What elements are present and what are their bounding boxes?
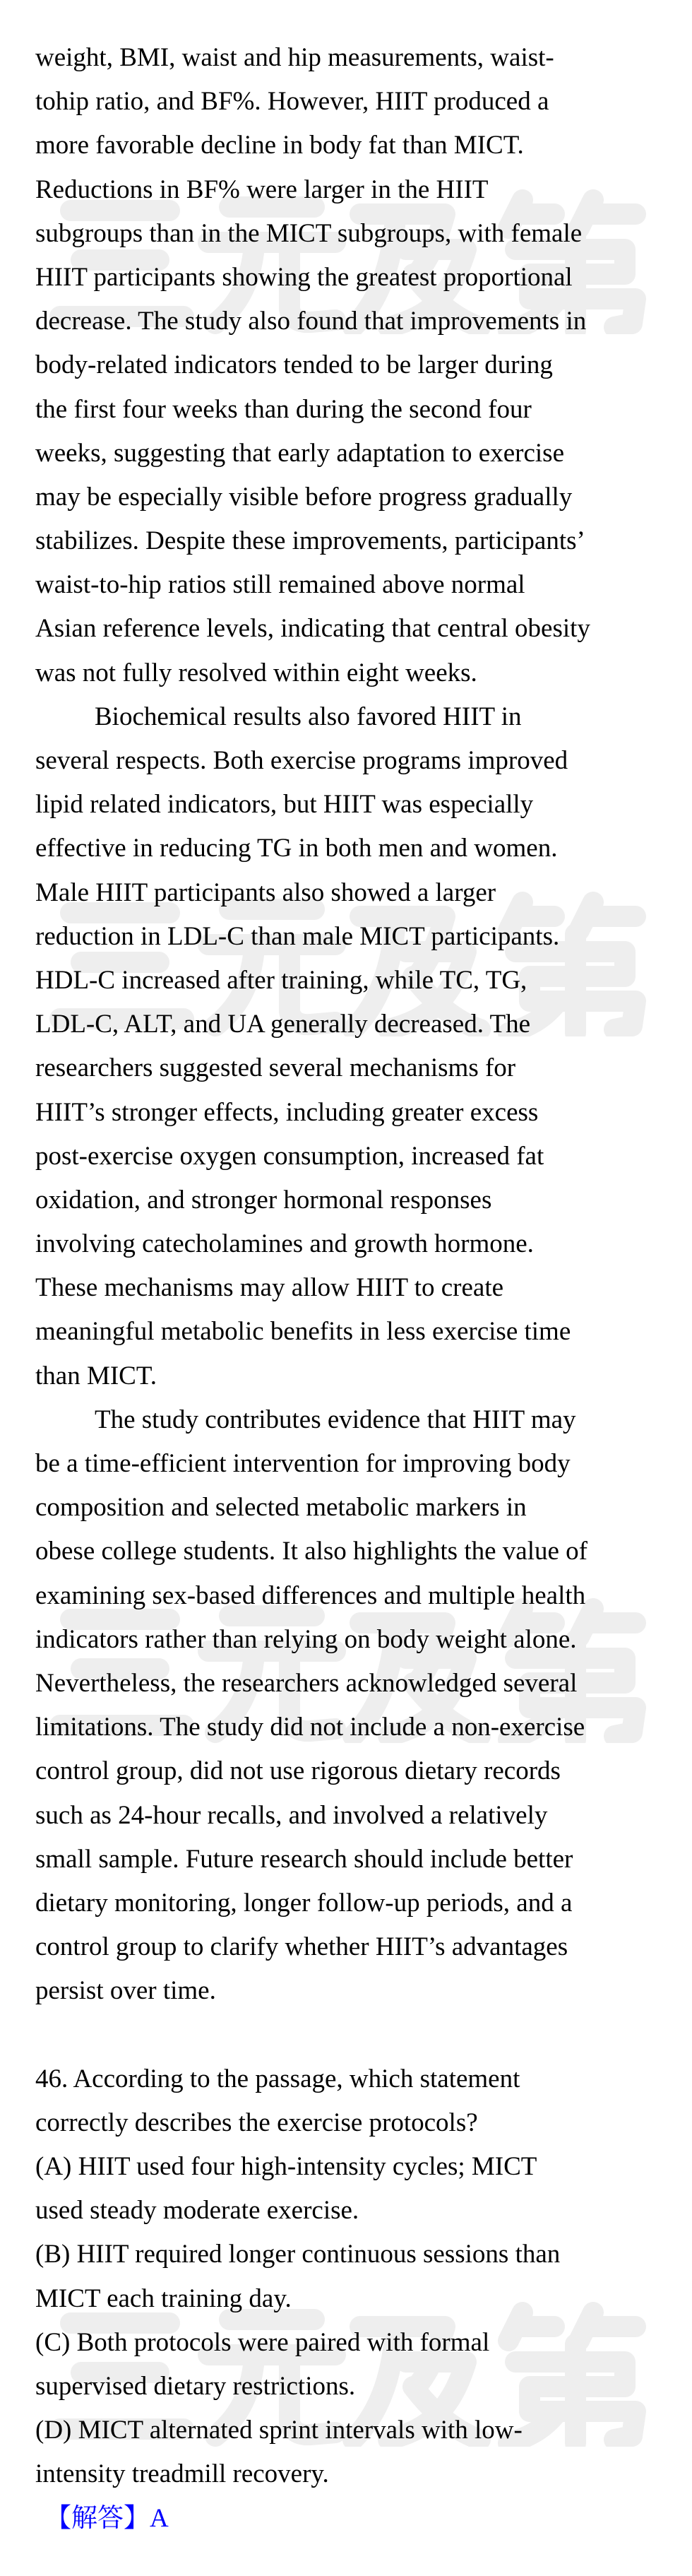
question-stem-line: correctly describes the exercise protocols? bbox=[35, 2108, 478, 2137]
option-b[interactable] bbox=[35, 2233, 678, 2320]
paragraph-line: obese college students. It also highlights the value of bbox=[35, 1537, 587, 1566]
paragraph-line: may be especially visible before progress gradually bbox=[35, 482, 573, 512]
spacer bbox=[35, 2013, 678, 2057]
paragraph-line: reduction in LDL-C than male MICT participants. bbox=[35, 921, 560, 951]
paragraph-line: researchers suggested several mechanisms for bbox=[35, 1053, 516, 1083]
passage-paragraph-1 bbox=[35, 36, 678, 695]
paragraph-line: Asian reference levels, indicating that central obesity bbox=[35, 614, 590, 644]
answer-label: 【解答】 bbox=[45, 2503, 150, 2533]
paragraph-line: meaningful metabolic benefits in less exercise time bbox=[35, 1317, 571, 1347]
paragraph-line: LDL-C, ALT, and UA generally decreased. The bbox=[35, 1010, 531, 1039]
passage-paragraph-2 bbox=[35, 695, 678, 1398]
option-line: supervised dietary restrictions. bbox=[35, 2371, 356, 2401]
paragraph-line: limitations. The study did not include a non-exercise bbox=[35, 1713, 585, 1742]
paragraph-line: several respects. Both exercise programs improved bbox=[35, 746, 568, 775]
option-a[interactable] bbox=[35, 2145, 678, 2233]
paragraph-line: indicators rather than relying on body weight alone. bbox=[35, 1624, 577, 1654]
paragraph-line: weight, BMI, waist and hip measurements, waist- bbox=[35, 43, 554, 72]
paragraph-line: subgroups than in the MICT subgroups, with female bbox=[35, 218, 583, 248]
option-line: MICT each training day. bbox=[35, 2283, 292, 2313]
option-line: intensity treadmill recovery. bbox=[35, 2459, 329, 2489]
option-line: used steady moderate exercise. bbox=[35, 2196, 359, 2226]
paragraph-line: small sample. Future research should include better bbox=[35, 1844, 573, 1874]
option-line: (C) Both protocols were paired with formal bbox=[35, 2327, 490, 2357]
paragraph-line: lipid related indicators, but HIIT was especially bbox=[35, 790, 534, 820]
paragraph-line: Biochemical results also favored HIIT in bbox=[95, 702, 522, 731]
option-line: (B) HIIT required longer continuous sessions than bbox=[35, 2240, 561, 2269]
paragraph-line: such as 24-hour recalls, and involved a relatively bbox=[35, 1800, 548, 1830]
paragraph-line: the first four weeks than during the second four bbox=[35, 394, 532, 424]
paragraph-line: stabilizes. Despite these improvements, participants’ bbox=[35, 526, 585, 556]
question-46 bbox=[35, 2057, 678, 2541]
passage-paragraph-3 bbox=[35, 1398, 678, 2014]
paragraph-line: weeks, suggesting that early adaptation to exercise bbox=[35, 438, 564, 468]
option-d[interactable] bbox=[35, 2409, 678, 2496]
paragraph-line: tohip ratio, and BF%. However, HIIT produced a bbox=[35, 87, 549, 117]
paragraph-line: decrease. The study also found that improvements in bbox=[35, 307, 587, 336]
paragraph-line: These mechanisms may allow HIIT to create bbox=[35, 1273, 504, 1303]
option-line: (D) MICT alternated sprint intervals with low- bbox=[35, 2416, 523, 2445]
paragraph-line: Nevertheless, the researchers acknowledged several bbox=[35, 1668, 578, 1698]
paragraph-line: Male HIIT participants also showed a larger bbox=[35, 878, 496, 907]
paragraph-line: was not fully resolved within eight weeks. bbox=[35, 658, 477, 687]
paragraph-line: control group, did not use rigorous dietary records bbox=[35, 1756, 561, 1786]
paragraph-line: HIIT’s stronger effects, including greater excess bbox=[35, 1097, 539, 1127]
paragraph-line: be a time-efficient intervention for improving body bbox=[35, 1449, 571, 1478]
paragraph-line: control group to clarify whether HIIT’s advantages bbox=[35, 1932, 568, 1962]
paragraph-line: The study contributes evidence that HIIT may bbox=[95, 1405, 576, 1434]
paragraph-line: body-related indicators tended to be larger during bbox=[35, 350, 553, 380]
document-body bbox=[35, 36, 678, 2541]
paragraph-line: than MICT. bbox=[35, 1361, 157, 1390]
option-c[interactable] bbox=[35, 2321, 678, 2409]
answer-key bbox=[35, 2497, 678, 2541]
paragraph-line: oxidation, and stronger hormonal responses bbox=[35, 1185, 492, 1215]
paragraph-line: dietary monitoring, longer follow-up periods, and a bbox=[35, 1888, 573, 1918]
paragraph-line: effective in reducing TG in both men and women. bbox=[35, 834, 558, 863]
option-line: (A) HIIT used four high-intensity cycles; MICT bbox=[35, 2152, 537, 2181]
paragraph-line: more favorable decline in body fat than MICT. bbox=[35, 131, 524, 160]
paragraph-line: Reductions in BF% were larger in the HIIT bbox=[35, 175, 489, 204]
question-stem-line: 46. According to the passage, which statement bbox=[35, 2064, 520, 2093]
paragraph-line: composition and selected metabolic markers in bbox=[35, 1493, 527, 1523]
paragraph-line: HIIT participants showing the greatest proportional bbox=[35, 262, 573, 292]
paragraph-line: persist over time. bbox=[35, 1976, 216, 2006]
paragraph-line: waist-to-hip ratios still remained above normal bbox=[35, 570, 525, 600]
paragraph-line: involving catecholamines and growth hormone. bbox=[35, 1229, 534, 1259]
paragraph-line: post-exercise oxygen consumption, increased fat bbox=[35, 1141, 544, 1171]
paragraph-line: examining sex-based differences and multiple health bbox=[35, 1581, 586, 1610]
paragraph-line: HDL-C increased after training, while TC, TG, bbox=[35, 965, 527, 995]
answer-value: A bbox=[150, 2503, 169, 2533]
